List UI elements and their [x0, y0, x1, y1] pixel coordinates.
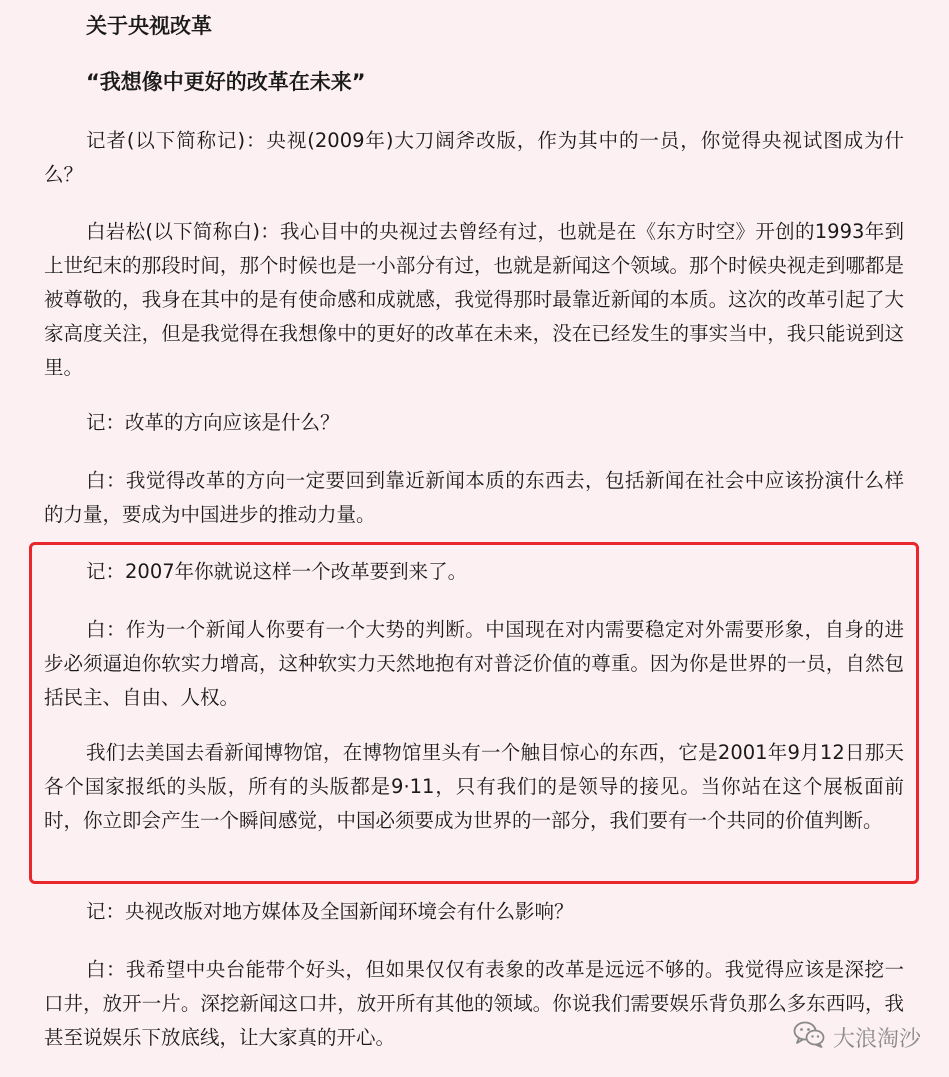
- paragraph-question-2: 记：改革的方向应该是什么？: [86, 410, 340, 434]
- paragraph-question-1: 记者(以下简称记)：央视(2009年)大刀阔斧改版，作为其中的一员，你觉得央视试图成为什么？: [44, 128, 904, 186]
- paragraph-answer-3: 白：作为一个新闻人你要有一个大势的判断。中国现在对内需要稳定对外需要形象，自身的进步必须逼迫你软实力增高，这种软实力天然地抱有对普泛价值的尊重。因为你是世界的一员，自然包括民主、自由、人权。: [44, 617, 904, 709]
- section-subheading: “我想像中更好的改革在未来”: [86, 70, 366, 94]
- wechat-icon: [793, 1020, 825, 1054]
- watermark-text: 大浪淘沙: [832, 1026, 921, 1052]
- section-heading: 关于央视改革: [86, 14, 212, 38]
- paragraph-answer-4: 白：我希望中央台能带个好头，但如果仅仅有表象的改革是远远不够的。我觉得应该是深挖一口井，放开一片。深挖新闻这口井，放开所有其他的领域。你说我们需要娱乐背负那么多东西吗，我甚至说娱乐下放底线，让大家真的开心。: [44, 957, 904, 1049]
- paragraph-question-4: 记：央视改版对地方媒体及全国新闻环境会有什么影响？: [86, 899, 574, 923]
- watermark: [793, 1020, 921, 1054]
- paragraph-answer-3-continued: 我们去美国去看新闻博物馆，在博物馆里头有一个触目惊心的东西，它是2001年9月12日那天各个国家报纸的头版，所有的头版都是9·11，只有我们的是领导的接见。当你站在这个展板面前时，你立即会产生一个瞬间感觉，中国必须要成为世界的一部分，我们要有一个共同的价值判断。: [44, 740, 904, 832]
- paragraph-question-3: 记：2007年你就说这样一个改革要到来了。: [86, 559, 468, 583]
- paragraph-answer-2: 白：我觉得改革的方向一定要回到靠近新闻本质的东西去，包括新闻在社会中应该扮演什么样的力量，要成为中国进步的推动力量。: [44, 468, 904, 526]
- paragraph-answer-1: 白岩松(以下简称白)：我心目中的央视过去曾经有过，也就是在《东方时空》开创的1993年到上世纪末的那段时间，那个时候也是一小部分有过，也就是新闻这个领域。那个时候央视走到哪都是被尊敬的，我身在其中的是有使命感和成就感，我觉得那时最靠近新闻的本质。这次的改革引起了大家高度关注，但是我觉得在我想像中的更好的改革在未来，没在已经发生的事实当中，我只能说到这里。: [44, 219, 904, 379]
